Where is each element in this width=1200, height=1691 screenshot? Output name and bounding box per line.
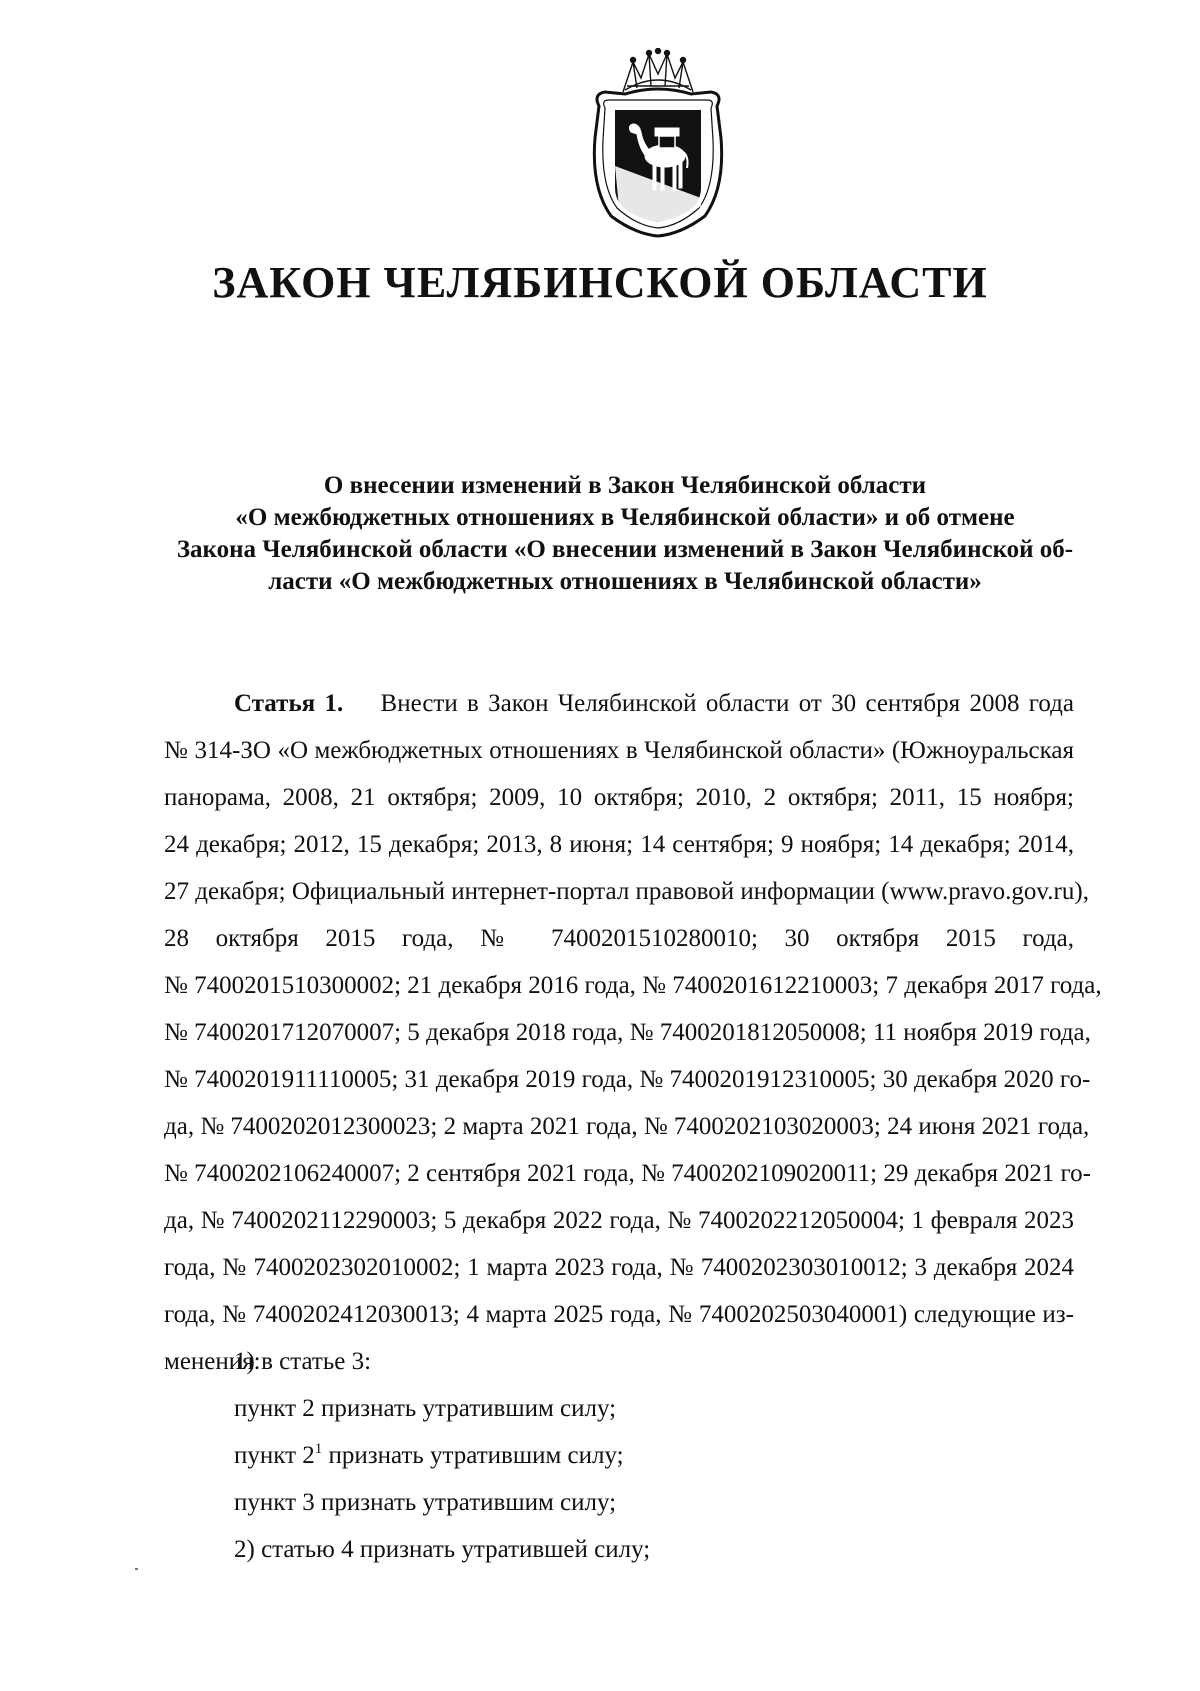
subtitle-line: Закона Челябинской области «О внесении изменений в Закон Челябинской об- — [176, 536, 1074, 563]
article-line: № 7400202106240007; 2 сентября 2021 года, № 7400202109020011; 29 декабря 2021 го- — [164, 1160, 1091, 1187]
article-line: года, № 7400202412030013; 4 марта 2025 года, № 7400202503040001) следующие из- — [164, 1301, 1074, 1328]
subtitle-line: «О межбюджетных отношениях в Челябинской области» и об отмене — [235, 504, 1015, 531]
list-item-text: пункт 2 — [234, 1442, 315, 1469]
list-item: пункт 3 признать утратившим силу; — [234, 1489, 617, 1516]
article-1-first-line — [164, 680, 1074, 727]
article-line: № 7400201712070007; 5 декабря 2018 года, № 7400201812050008; 11 ноября 2019 года, — [164, 1019, 1091, 1046]
law-subtitle — [165, 470, 1085, 598]
article-line: 28 октября 2015 года, № 7400201510280010; 30 октября 2015 года, — [164, 925, 1074, 952]
article-line: менения: — [164, 1348, 261, 1375]
list-item-text: признать утратившим силу; — [322, 1442, 624, 1469]
subtitle-line: ласти «О межбюджетных отношениях в Челябинской области» — [268, 568, 982, 595]
article-line: года, № 7400202302010002; 1 марта 2023 года, № 7400202303010012; 3 декабря 2024 — [164, 1254, 1074, 1281]
list-item — [234, 1432, 650, 1479]
list-item: 1) в статье 3: — [234, 1348, 372, 1375]
superscript: 1 — [314, 1441, 323, 1457]
scan-speck — [135, 1568, 138, 1570]
article-1-body — [164, 680, 1102, 1385]
chelyabinsk-coat-of-arms-icon — [585, 48, 731, 238]
article-line: панорама, 2008, 21 октября; 2009, 10 октября; 2010, 2 октября; 2011, 15 ноября; — [164, 784, 1074, 811]
document-title: ЗАКОН ЧЕЛЯБИНСКОЙ ОБЛАСТИ — [212, 258, 988, 307]
article-line: да, № 7400202112290003; 5 декабря 2022 года, № 7400202212050004; 1 февраля 2023 — [164, 1207, 1074, 1234]
article-line: 24 декабря; 2012, 15 декабря; 2013, 8 июня; 14 сентября; 9 ноября; 14 декабря; 2014, — [164, 831, 1074, 858]
article-line: № 7400201911110005; 31 декабря 2019 года, № 7400201912310005; 30 декабря 2020 го- — [164, 1066, 1091, 1093]
article-label: Статья 1. — [234, 690, 344, 717]
article-line: № 7400201510300002; 21 декабря 2016 года, № 7400201612210003; 7 декабря 2017 года, — [164, 972, 1102, 999]
article-line: № 314-ЗО «О межбюджетных отношениях в Челябинской области» (Южноуральская — [164, 737, 1074, 764]
article-text: Внести в Закон Челябинской области от 30 сентября 2008 года — [380, 690, 1074, 717]
changes-list — [234, 1338, 650, 1573]
subtitle-line: О внесении изменений в Закон Челябинской области — [323, 472, 927, 499]
list-item: 2) статью 4 признать утратившей силу; — [234, 1536, 651, 1563]
list-item: пункт 2 признать утратившим силу; — [234, 1395, 617, 1422]
crown-icon — [623, 49, 693, 93]
article-line: 27 декабря; Официальный интернет-портал правовой информации (www.pravo.gov.ru), — [164, 878, 1089, 905]
article-line: да, № 7400202012300023; 2 марта 2021 года, № 7400202103020003; 24 июня 2021 года, — [164, 1113, 1090, 1140]
